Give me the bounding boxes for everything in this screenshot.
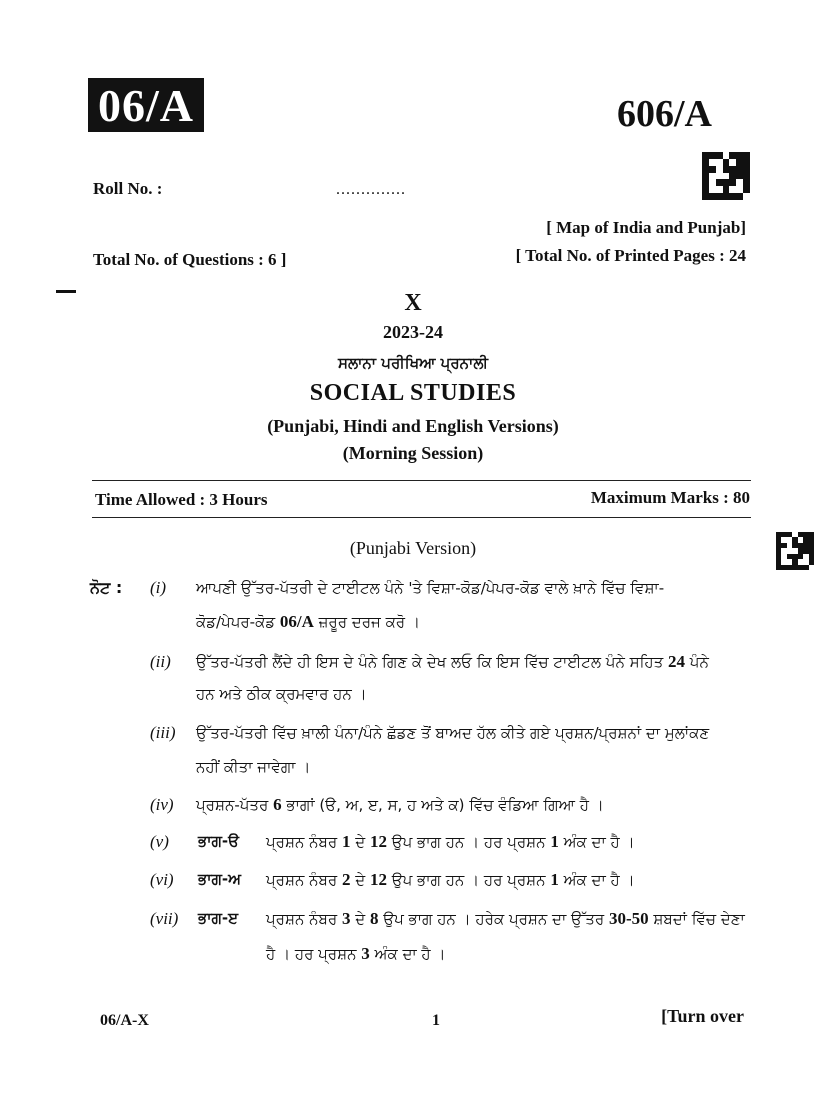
divider bbox=[92, 480, 751, 481]
time-allowed: Time Allowed : 3 Hours bbox=[95, 490, 268, 509]
roll-number-label: Roll No. : bbox=[93, 179, 163, 198]
version-heading: (Punjabi Version) bbox=[349, 538, 477, 558]
divider bbox=[92, 517, 751, 518]
note-line: ਪ੍ਰਸ਼ਨ ਨੰਬਰ 1 ਦੇ 12 ਉਪ ਭਾਗ ਹਨ । ਹਰ ਪ੍ਰਸ਼ਨ 1 ਅੰਕ ਦਾ ਹੈ । bbox=[266, 832, 635, 851]
note-line: ਨਹੀਂ ਕੀਤਾ ਜਾਵੇਗਾ । bbox=[196, 758, 311, 776]
session-year: 2023-24 bbox=[383, 322, 443, 342]
total-questions: Total No. of Questions : 6 ] bbox=[93, 250, 287, 269]
subject-title: SOCIAL STUDIES bbox=[309, 380, 517, 406]
note-line: ਉੱਤਰ-ਪੱਤਰੀ ਲੈਂਦੇ ਹੀ ਇਸ ਦੇ ਪੰਨੇ ਗਿਣ ਕੇ ਦੇਖ ਲਓ ਕਿ ਇਸ ਵਿੱਚ ਟਾਈਟਲ ਪੰਨੇ ਸਹਿਤ 24 ਪੰਨੇ bbox=[196, 652, 709, 671]
note-number: (iii) bbox=[150, 723, 176, 742]
note-label: ਨੋਟ : bbox=[90, 578, 123, 597]
section-label: ਭਾਗ-ੲ bbox=[198, 909, 239, 927]
note-number: (v) bbox=[150, 832, 169, 851]
note-line: ਪ੍ਰਸ਼ਨ ਨੰਬਰ 2 ਦੇ 12 ਉਪ ਭਾਗ ਹਨ । ਹਰ ਪ੍ਰਸ਼ਨ 1 ਅੰਕ ਦਾ ਹੈ । bbox=[266, 870, 635, 889]
class-label: X bbox=[404, 290, 422, 316]
section-label: ਭਾਗ-ੳ bbox=[198, 832, 240, 850]
qr-code-icon bbox=[702, 152, 750, 200]
note-line: ਉੱਤਰ-ਪੱਤਰੀ ਵਿੱਚ ਖ਼ਾਲੀ ਪੰਨਾ/ਪੰਨੇ ਛੱਡਣ ਤੋਂ ਬਾਅਦ ਹੱਲ ਕੀਤੇ ਗਏ ਪ੍ਰਸ਼ਨ/ਪ੍ਰਸ਼ਨਾਂ ਦਾ ਮੁਲਾਂਕਣ bbox=[196, 724, 710, 742]
map-note: [ Map of India and Punjab] bbox=[546, 218, 746, 237]
note-line: ਹੈ । ਹਰ ਪ੍ਰਸ਼ਨ 3 ਅੰਕ ਦਾ ਹੈ । bbox=[266, 944, 446, 963]
note-number: (ii) bbox=[150, 652, 171, 671]
note-number: (vi) bbox=[150, 870, 174, 889]
turn-over-note: [Turn over bbox=[661, 1006, 744, 1026]
versions-note: (Punjabi, Hindi and English Versions) bbox=[267, 416, 559, 436]
note-line: ਹਨ ਅਤੇ ਠੀਕ ਕ੍ਰਮਵਾਰ ਹਨ । bbox=[196, 685, 367, 703]
note-number: (vii) bbox=[150, 909, 179, 928]
section-label: ਭਾਗ-ਅ bbox=[198, 870, 242, 888]
exam-name: ਸਲਾਨਾ ਪਰੀਖਿਆ ਪ੍ਰਨਾਲੀ bbox=[338, 354, 488, 372]
note-line: ਆਪਣੀ ਉੱਤਰ-ਪੱਤਰੀ ਦੇ ਟਾਈਟਲ ਪੰਨੇ 'ਤੇ ਵਿਸ਼ਾ-ਕੋਡ/ਪੇਪਰ-ਕੋਡ ਵਾਲੇ ਖ਼ਾਨੇ ਵਿੱਚ ਵਿਸ਼ਾ- bbox=[196, 579, 665, 597]
subject-code-box: 06/A bbox=[88, 78, 204, 132]
note-number: (i) bbox=[150, 578, 167, 597]
total-pages: [ Total No. of Printed Pages : 24 bbox=[515, 246, 746, 265]
note-number: (iv) bbox=[150, 795, 174, 814]
page-number: 1 bbox=[432, 1012, 440, 1029]
note-line: ਪ੍ਰਸ਼ਨ ਨੰਬਰ 3 ਦੇ 8 ਉਪ ਭਾਗ ਹਨ । ਹਰੇਕ ਪ੍ਰਸ਼ਨ ਦਾ ਉੱਤਰ 30-50 ਸ਼ਬਦਾਂ ਵਿੱਚ ਦੇਣਾ bbox=[266, 909, 745, 928]
note-line: ਕੋਡ/ਪੇਪਰ-ਕੋਡ 06/A ਜ਼ਰੂਰ ਦਰਜ ਕਰੋ । bbox=[196, 612, 420, 631]
roll-number-blank: .............. bbox=[336, 181, 406, 198]
session-note: (Morning Session) bbox=[342, 443, 484, 463]
note-line: ਪ੍ਰਸ਼ਨ-ਪੱਤਰ 6 ਭਾਗਾਂ (ੳ, ਅ, ੲ, ਸ, ਹ ਅਤੇ ਕ) ਵਿੱਚ ਵੰਡਿਆ ਗਿਆ ਹੈ । bbox=[196, 795, 604, 814]
paper-code: 606/A bbox=[617, 93, 712, 135]
maximum-marks: Maximum Marks : 80 bbox=[590, 488, 750, 507]
footer-paper-code: 06/A-X bbox=[100, 1012, 149, 1029]
